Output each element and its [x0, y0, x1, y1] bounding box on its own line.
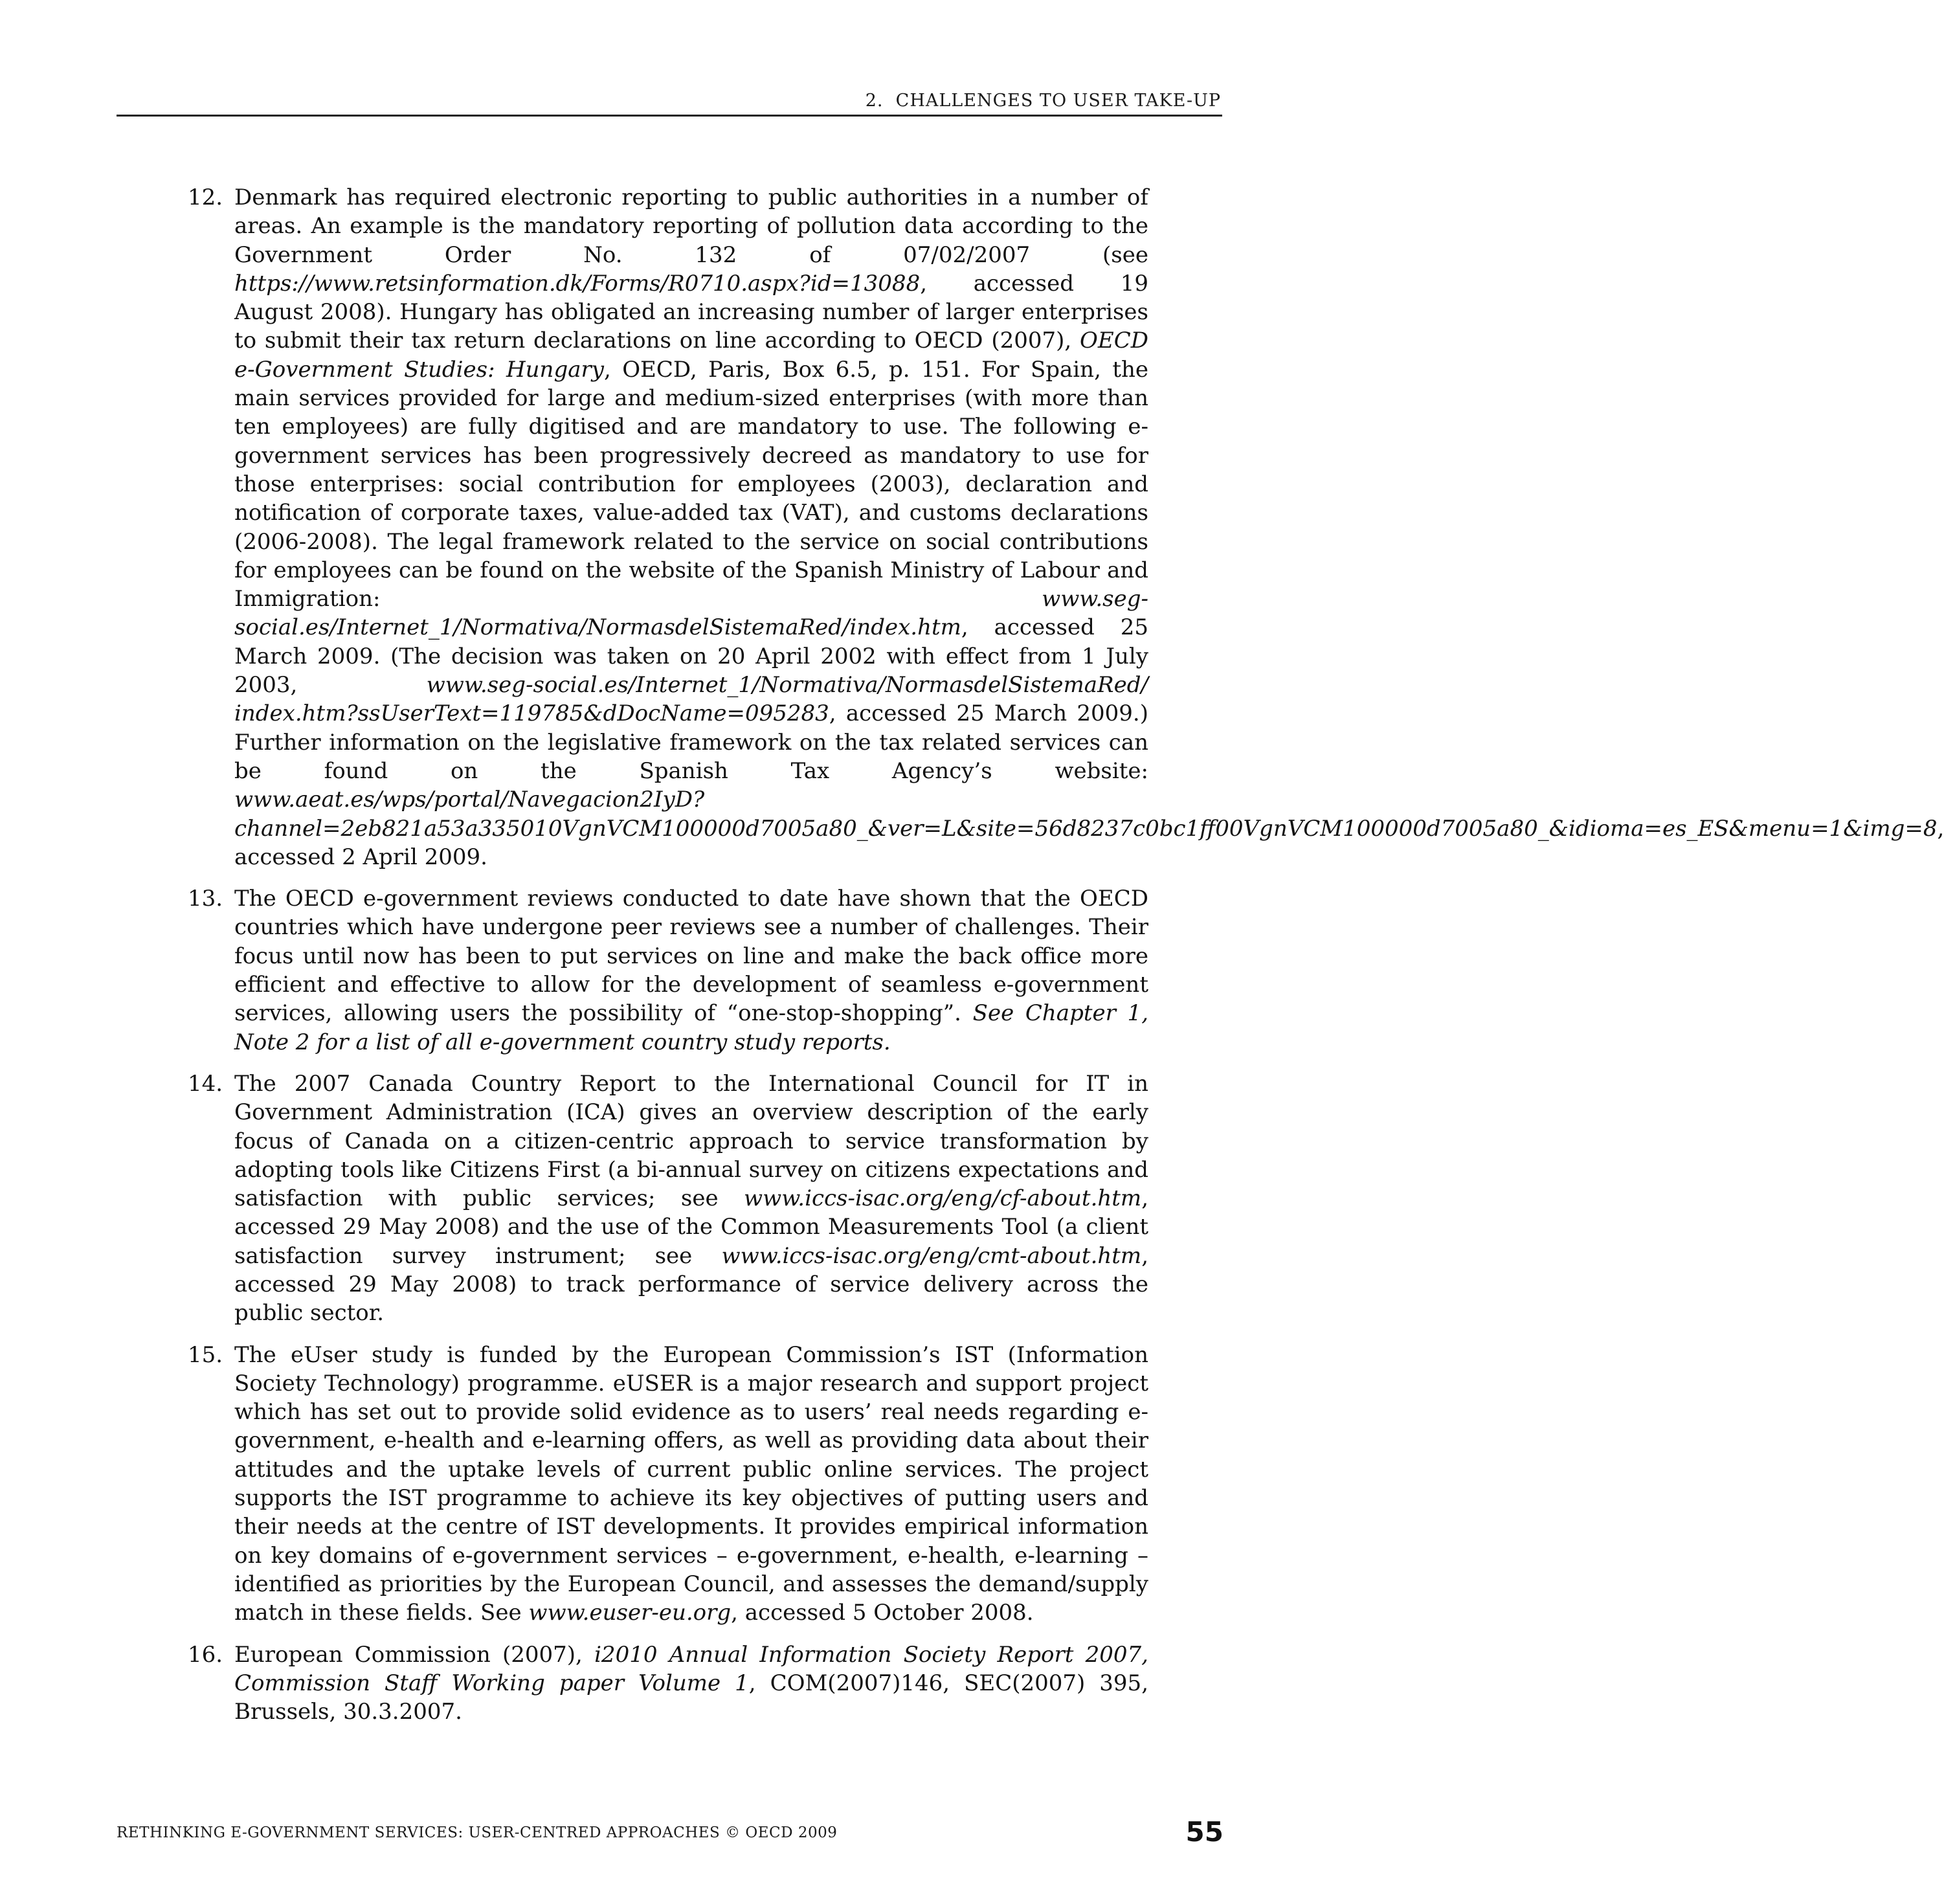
endnote-text-run: , accessed 29 May 2008) to track performance of service delivery across the public sector. — [234, 1242, 1148, 1327]
endnote-text-run: The OECD e-government reviews conducted to date have shown that the OECD countries which have undergone peer reviews see a number of challenges. Their focus until now has been to put services on line and make the back office more efficient and effective to allow for the development of seamless e-government services, allowing users the possibility of “one-stop-shopping”. — [234, 886, 1148, 1027]
endnote-number: 15. — [188, 1341, 223, 1368]
endnote-text — [234, 1070, 1148, 1328]
endnote-number: 13. — [188, 886, 223, 912]
endnote-number: 12. — [188, 185, 223, 210]
endnote-italic-text: www.euser-eu.org — [528, 1600, 732, 1626]
endnote-italic-text: See Chapter 1, Note 2 for a list of all e-government country study reports. — [234, 1000, 1148, 1055]
running-header: 2. CHALLENGES TO USER TAKE-UP — [865, 91, 1221, 111]
endnote — [188, 183, 1944, 871]
endnote-text-run: , accessed 19 August 2008). Hungary has obligated an increasing number of larger enterprises to submit their tax return declarations on line according to OECD (2007), — [234, 270, 1148, 354]
endnotes-list — [188, 183, 1944, 1739]
endnote-text-run: Denmark has required electronic reporting to public authorities in a number of areas. An example is the mandatory reporting of pollution data according to the Government Order No. 132 of 07/02/2007 (see — [234, 185, 1148, 268]
endnote-text — [234, 183, 1944, 871]
endnote-text — [234, 884, 1148, 1057]
endnote-italic-text: OECD e-Government Studies: Hungary — [234, 328, 1148, 383]
endnote — [188, 1070, 1148, 1328]
endnote — [188, 1641, 1148, 1727]
endnote-text-run: , accessed 25 March 2009. (The decision was taken on 20 April 2002 with effect from 1 July 2003, — [234, 614, 1148, 699]
endnote-italic-text: https://www.retsinformation.dk/Forms/R0710.aspx?id=13088 — [234, 270, 921, 297]
page-number: 55 — [1185, 1816, 1223, 1848]
endnote-text-run: , accessed 5 October 2008. — [731, 1600, 1034, 1626]
endnote-italic-text: www.iccs-isac.org/eng/cmt-about.htm — [721, 1242, 1142, 1269]
endnote-number: 14. — [188, 1070, 223, 1097]
endnote — [188, 884, 1148, 1057]
endnote — [188, 1341, 1148, 1628]
endnote-text-run: , accessed 2 April 2009. — [234, 815, 1944, 870]
endnote-text-run: The eUser study is funded by the European Commission’s IST (Information Society Technology) programme. eUSER is a major research and support project which has set out to provide solid evidence as to users’ real needs regarding e-government, e-health and e-learning offers, as well as providing data about their attitudes and the uptake levels of current public online services. The project supports the IST programme to achieve its key objectives of putting users and their needs at the centre of IST developments. It provides empirical information on key domains of e-government services – e-government, e-health, e-learning – identified as priorities by the European Council, and assesses the demand/supply match in these fields. See — [234, 1341, 1148, 1626]
endnote-number: 16. — [188, 1641, 223, 1668]
endnote-text-run: , accessed 25 March 2009.) Further information on the legislative framework on the tax related services can be found on the Spanish Tax Agency’s website: — [234, 700, 1148, 784]
endnote-italic-text: i2010 Annual Information Society Report 2007, Commission Staff Working paper Volume 1 — [234, 1641, 1148, 1696]
endnote-italic-text: www.seg-social.es/Internet_1/Normativa/NormasdelSistemaRed/ index.htm?ssUserText=119785&dDocName=095283 — [234, 672, 1148, 727]
endnote-text-run: , OECD, Paris, Box 6.5, p. 151. For Spain, the main services provided for large and medium-sized enterprises (with more than ten employees) are fully digitised and are mandatory to use. The following e-government services has been progressively decreed as mandatory to use for those enterprises: social contribution for employees (2003), declaration and notification of corporate taxes, value-added tax (VAT), and customs declarations (2006-2008). The legal framework related to the service on social contributions for employees can be found on the website of the Spanish Ministry of Labour and Immigration: — [234, 356, 1148, 612]
endnote-text-run: , accessed 29 May 2008) and the use of the Common Measurements Tool (a client satisfaction survey instrument; see — [234, 1185, 1148, 1269]
endnote-italic-text: www.seg-social.es/Internet_1/Normativa/NormasdelSistemaRed/index.htm — [234, 586, 1148, 641]
footer-title: RETHINKING E-GOVERNMENT SERVICES: USER-CENTRED APPROACHES © OECD 2009 — [117, 1824, 838, 1841]
endnote-text-run: , COM(2007)146, SEC(2007) 395, Brussels, 30.3.2007. — [234, 1670, 1148, 1725]
endnote-text — [234, 1341, 1148, 1628]
endnote-text-run: The 2007 Canada Country Report to the International Council for IT in Government Administration (ICA) gives an overview description of the early focus of Canada on a citizen-centric approach to service transformation by adopting tools like Citizens First (a bi-annual survey on citizens expectations and satisfaction with public services; see — [234, 1070, 1148, 1212]
header-rule — [117, 115, 1222, 117]
endnote-italic-text: www.iccs-isac.org/eng/cf-about.htm — [744, 1185, 1142, 1212]
endnote-text-run: European Commission (2007), — [234, 1641, 595, 1668]
endnote-text — [234, 1641, 1148, 1727]
endnote-italic-text: www.aeat.es/wps/portal/Navegacion2IyD?channel=2eb821a53a335010VgnVCM100000d7005a80_&ver=L&site=56d8237c0bc1ff00VgnVCM100000d7005a80_&idioma=es_ES&menu=1&img=8 — [234, 787, 1938, 842]
